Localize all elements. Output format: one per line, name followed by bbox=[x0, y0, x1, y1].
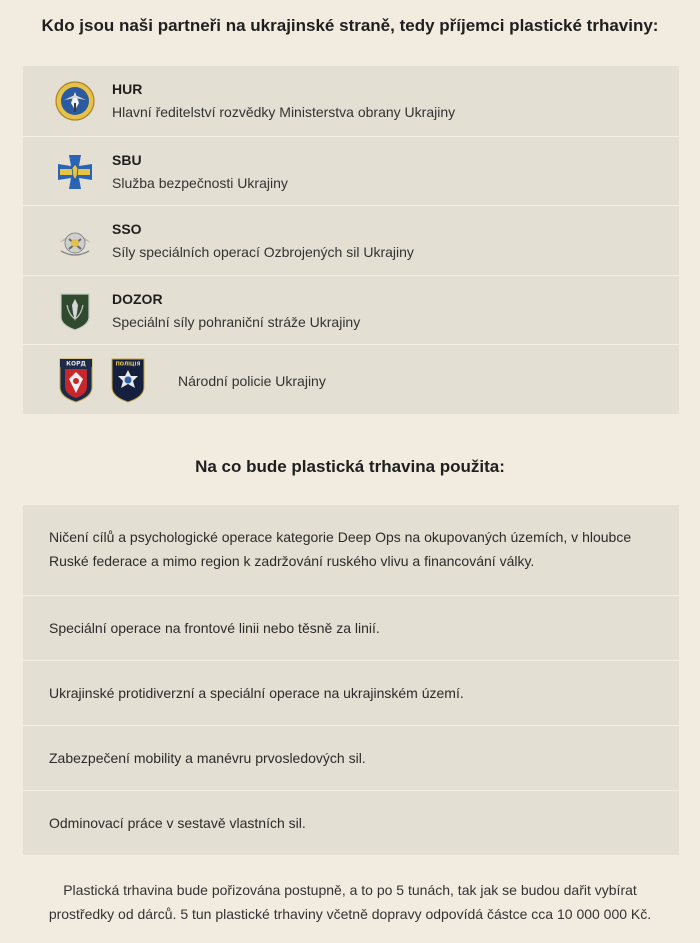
kord-badge-icon bbox=[57, 357, 95, 403]
use-item bbox=[23, 790, 679, 855]
use-item bbox=[23, 595, 679, 660]
partner-name: Národní policie Ukrajiny bbox=[178, 373, 326, 390]
partner-name: Síly speciálních operací Ozbrojených sil Ukrajiny bbox=[112, 244, 414, 261]
partner-row-police bbox=[23, 344, 679, 414]
partner-name: Speciální síly pohraniční stráže Ukrajiny bbox=[112, 313, 361, 330]
partner-row-sbu bbox=[23, 136, 679, 206]
use-item bbox=[23, 725, 679, 790]
uses-heading: Na co bude plastická trhavina použita: bbox=[195, 457, 505, 476]
partner-row-sso bbox=[23, 205, 679, 275]
partner-code: SBU bbox=[112, 151, 142, 168]
partner-row-hur bbox=[23, 66, 679, 136]
use-item-text: Ničení cílů a psychologické operace kategorie Deep Ops na okupovaných územích, v hloubce Ruské federace a mimo region k zadržování ruského vlivu a financování války. bbox=[49, 529, 632, 569]
use-item bbox=[23, 660, 679, 725]
partner-row-dozor bbox=[23, 275, 679, 345]
footer-note: Plastická trhavina bude pořizována postupně, a to po 5 tunách, tak jak se budou dařit vybírat prostředky od dárců. 5 tun plastické trhaviny včetně dopravy odpovídá částce cca 10 000 000 Kč. bbox=[48, 882, 652, 922]
partner-name: Služba bezpečnosti Ukrajiny bbox=[112, 174, 288, 191]
sbu-emblem-icon bbox=[55, 152, 95, 192]
partner-code: HUR bbox=[112, 81, 143, 97]
policie-badge-text: ПОЛІЦІЯ bbox=[115, 361, 141, 368]
use-item-text: Odminovací práce v sestavě vlastních sil. bbox=[49, 815, 306, 831]
use-item-text: Zabezpečení mobility a manévru prvosledových sil. bbox=[49, 750, 366, 766]
policie-badge-icon bbox=[109, 357, 147, 403]
uses-panel bbox=[23, 505, 679, 855]
partners-heading: Kdo jsou naši partneři na ukrajinské straně, tedy příjemci plastické trhaviny: bbox=[41, 16, 659, 35]
partner-code: DOZOR bbox=[112, 290, 163, 307]
partner-name: Hlavní ředitelství rozvědky Ministerstva obrany Ukrajiny bbox=[112, 104, 456, 120]
use-item-text: Ukrajinské protidiverzní a speciální operace na ukrajinském území. bbox=[49, 685, 464, 701]
sso-emblem-icon bbox=[55, 221, 95, 261]
partners-panel bbox=[23, 66, 679, 414]
dozor-emblem-icon bbox=[55, 291, 95, 331]
partner-code: SSO bbox=[112, 221, 142, 238]
use-item-text: Speciální operace na frontové linii nebo těsně za linií. bbox=[49, 620, 380, 636]
kord-badge-text: КОРД bbox=[66, 360, 86, 368]
hur-emblem-icon bbox=[55, 81, 95, 121]
use-item bbox=[23, 505, 679, 595]
